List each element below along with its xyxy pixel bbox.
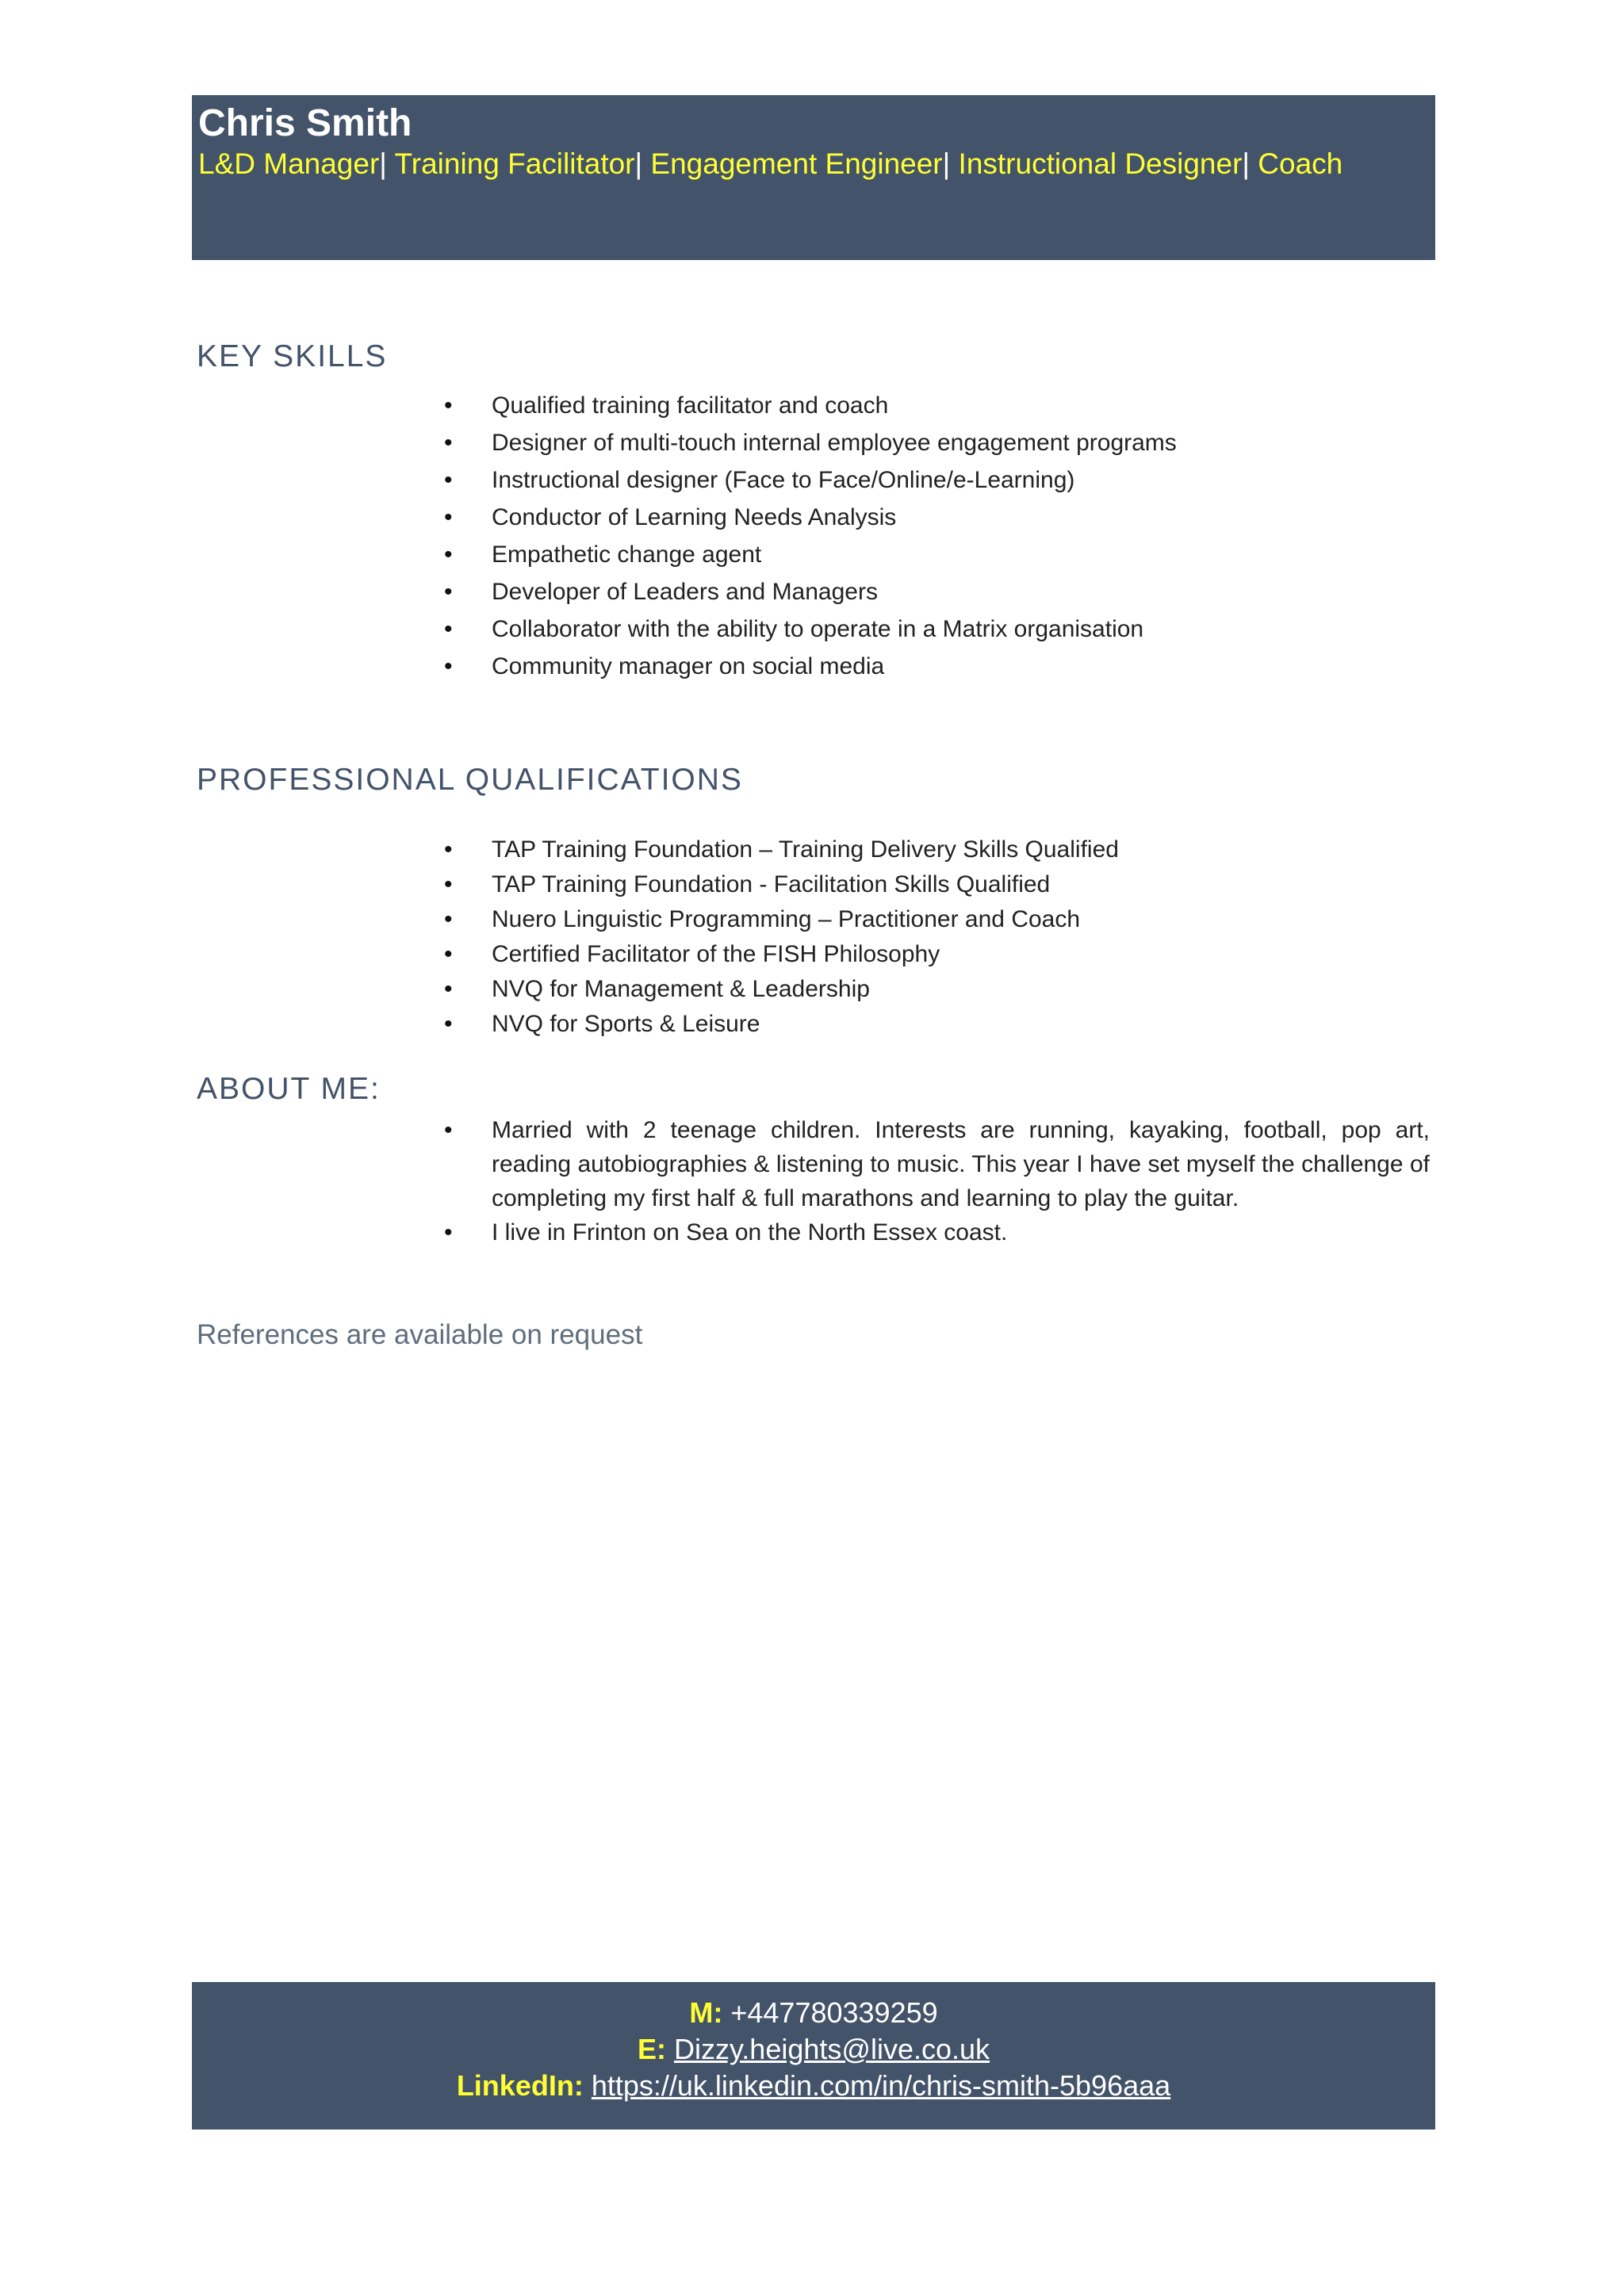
linkedin-label: LinkedIn: — [456, 2069, 584, 2102]
qualification-text: NVQ for Management & Leadership — [492, 976, 870, 1002]
list-item — [444, 902, 1430, 937]
key-skills-list — [444, 387, 1430, 685]
list-item — [444, 499, 1430, 536]
list-item — [444, 424, 1430, 461]
list-item — [444, 937, 1430, 972]
candidate-name: Chris Smith — [198, 102, 412, 144]
skill-text: Designer of multi-touch internal employee engagement programs — [492, 430, 1177, 456]
role-separator: | — [1242, 147, 1251, 180]
list-item — [444, 1007, 1430, 1042]
list-item — [444, 461, 1430, 499]
bullet-icon: • — [444, 392, 453, 419]
role-title: Instructional Designer — [958, 147, 1243, 180]
skill-text: Collaborator with the ability to operate in a Matrix organisation — [492, 616, 1144, 642]
qualification-text: TAP Training Foundation - Facilitation Skills Qualified — [492, 871, 1051, 897]
bullet-icon: • — [444, 616, 453, 642]
qualification-text: Certified Facilitator of the FISH Philosophy — [492, 941, 940, 967]
skill-text: Qualified training facilitator and coach — [492, 392, 889, 419]
email-link[interactable]: Dizzy.heights@live.co.uk — [673, 2033, 990, 2065]
qualification-text: Nuero Linguistic Programming – Practitioner and Coach — [492, 906, 1081, 932]
skill-text: Instructional designer (Face to Face/Online/e-Learning) — [492, 467, 1075, 493]
bullet-icon: • — [444, 430, 453, 456]
qualification-text: NVQ for Sports & Leisure — [492, 1011, 760, 1037]
role-titles — [198, 147, 1342, 181]
bullet-icon: • — [444, 1011, 453, 1037]
bullet-icon: • — [444, 976, 453, 1002]
list-item — [444, 1113, 1430, 1215]
linkedin-line — [192, 2069, 1435, 2103]
role-separator: | — [634, 147, 643, 180]
contact-footer — [192, 1982, 1435, 2130]
bullet-icon: • — [444, 1117, 453, 1143]
list-item — [444, 536, 1430, 573]
role-separator: | — [942, 147, 951, 180]
list-item — [444, 1215, 1430, 1249]
qualification-text: TAP Training Foundation – Training Delivery Skills Qualified — [492, 836, 1119, 863]
about-text: I live in Frinton on Sea on the North Essex coast. — [492, 1219, 1008, 1246]
key-skills-heading: KEY SKILLS — [197, 339, 388, 373]
list-item — [444, 867, 1430, 902]
skill-text: Conductor of Learning Needs Analysis — [492, 504, 897, 530]
linkedin-link[interactable]: https://uk.linkedin.com/in/chris-smith-5b96aaa — [591, 2069, 1171, 2102]
email-label: E: — [637, 2033, 666, 2065]
qualifications-heading: PROFESSIONAL QUALIFICATIONS — [197, 763, 743, 797]
bullet-icon: • — [444, 871, 453, 897]
list-item — [444, 610, 1430, 648]
bullet-icon: • — [444, 467, 453, 493]
list-item — [444, 648, 1430, 685]
role-title: L&D Manager — [198, 147, 380, 180]
role-title: Coach — [1258, 147, 1343, 180]
mobile-label: M: — [689, 1996, 723, 2029]
bullet-icon: • — [444, 504, 453, 530]
role-separator: | — [379, 147, 387, 180]
bullet-icon: • — [444, 579, 453, 605]
bullet-icon: • — [444, 541, 453, 568]
list-item — [444, 972, 1430, 1007]
bullet-icon: • — [444, 1219, 453, 1246]
list-item — [444, 573, 1430, 610]
bullet-icon: • — [444, 653, 453, 679]
mobile-number: +447780339259 — [730, 1996, 938, 2029]
bullet-icon: • — [444, 836, 453, 863]
list-item — [444, 832, 1430, 867]
list-item — [444, 387, 1430, 424]
references-note: References are available on request — [197, 1319, 643, 1350]
header-band — [192, 95, 1435, 260]
role-title: Engagement Engineer — [650, 147, 943, 180]
role-title: Training Facilitator — [394, 147, 635, 180]
skill-text: Community manager on social media — [492, 653, 885, 679]
email-line — [192, 2033, 1435, 2066]
bullet-icon: • — [444, 941, 453, 967]
mobile-line — [192, 1996, 1435, 2030]
about-text: Married with 2 teenage children. Interests are running, kayaking, football, pop art, reading autobiographies & listening to music. This year I have set myself the challenge of completing my first half & full marathons and learning to play the guitar. — [492, 1117, 1430, 1211]
bullet-icon: • — [444, 906, 453, 932]
skill-text: Empathetic change agent — [492, 541, 762, 568]
about-heading: ABOUT ME: — [197, 1072, 381, 1106]
qualifications-list — [444, 832, 1430, 1042]
skill-text: Developer of Leaders and Managers — [492, 579, 878, 605]
about-list — [444, 1113, 1430, 1249]
